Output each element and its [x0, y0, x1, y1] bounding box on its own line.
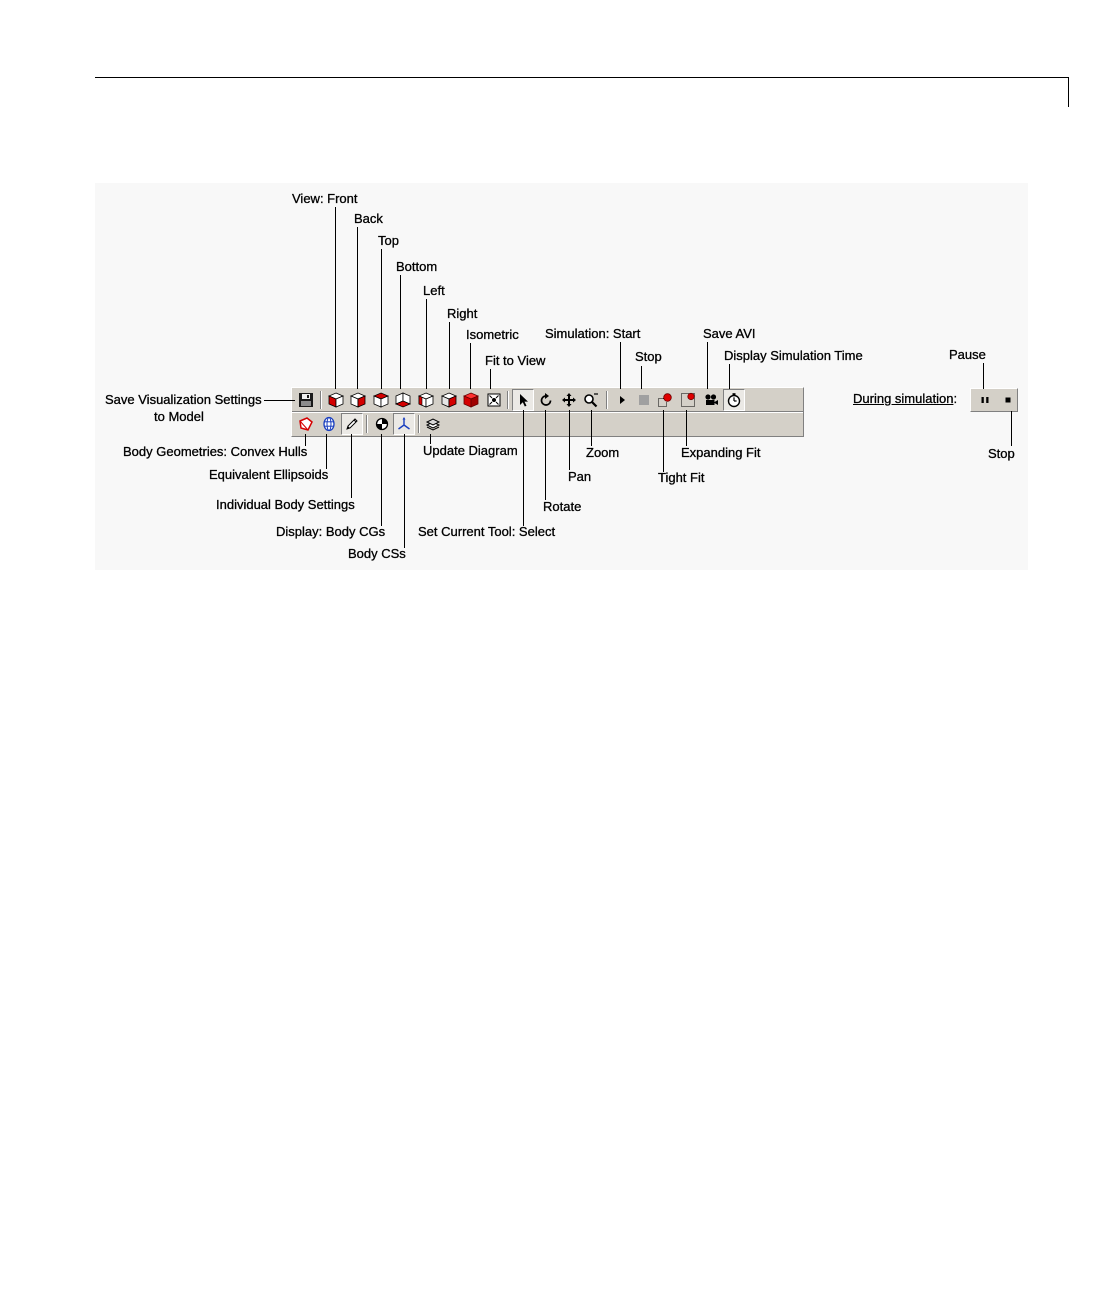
label-display-simulation-time: Display Simulation Time	[724, 348, 863, 363]
view-right-button[interactable]	[438, 389, 460, 411]
simulation-stop-button[interactable]	[633, 389, 655, 411]
pause-icon	[977, 392, 993, 408]
equivalent-ellipsoids-button[interactable]	[318, 413, 340, 435]
stopwatch-icon	[726, 392, 742, 408]
stacked-sheets-icon	[425, 416, 441, 432]
save-visualization-settings-button[interactable]	[295, 389, 317, 411]
label-individual-body-settings: Individual Body Settings	[216, 497, 355, 512]
toolbar-separator	[418, 415, 420, 433]
label-equivalent-ellipsoids: Equivalent Ellipsoids	[209, 467, 329, 482]
tool-zoom-button[interactable]	[580, 389, 602, 411]
cube-front-icon	[328, 392, 344, 408]
stop-icon	[636, 392, 652, 408]
floppy-disk-icon	[298, 392, 314, 408]
label-during-simulation	[853, 391, 957, 406]
body-css-button[interactable]	[393, 413, 415, 435]
simulation-start-button[interactable]	[611, 389, 633, 411]
cube-isometric-icon	[463, 392, 479, 408]
toolbar-separator	[606, 391, 608, 409]
header-rule-tick	[1068, 77, 1069, 107]
coordinate-axes-icon	[396, 416, 412, 432]
label-save-avi: Save AVI	[703, 326, 756, 341]
label-fit-to-view: Fit to View	[485, 353, 546, 368]
label-zoom: Zoom	[586, 445, 620, 460]
label-during-simulation-text: During simulation	[853, 391, 954, 406]
cube-right-icon	[441, 392, 457, 408]
play-icon	[614, 392, 630, 408]
body-cgs-button[interactable]	[371, 413, 393, 435]
expanding-fit-button[interactable]	[677, 389, 699, 411]
label-update-diagram: Update Diagram	[423, 443, 518, 458]
view-isometric-button[interactable]	[460, 389, 482, 411]
label-body-css: Body CSs	[348, 546, 406, 561]
pause-button[interactable]	[974, 389, 996, 411]
visualization-toolbar	[291, 387, 804, 437]
tool-rotate-button[interactable]	[535, 389, 557, 411]
stop-icon	[1000, 392, 1016, 408]
film-camera-icon	[703, 392, 719, 408]
label-body-cgs: Display: Body CGs	[276, 524, 386, 539]
pan-arrows-icon	[561, 392, 577, 408]
cube-left-icon	[418, 392, 434, 408]
cube-back-icon	[350, 392, 366, 408]
expanding-fit-icon	[680, 392, 696, 408]
individual-body-settings-button[interactable]	[341, 413, 363, 435]
toolbar-separator	[320, 391, 322, 409]
label-convex-hulls: Body Geometries: Convex Hulls	[123, 444, 308, 459]
label-tight-fit: Tight Fit	[658, 470, 705, 485]
view-top-button[interactable]	[370, 389, 392, 411]
label-during-simulation-colon: :	[953, 391, 958, 406]
label-left: Left	[423, 283, 445, 298]
convex-hulls-button[interactable]	[295, 413, 317, 435]
tool-select-button[interactable]	[512, 389, 534, 411]
cube-bottom-icon	[395, 392, 411, 408]
toolbar-row-divider	[292, 411, 803, 413]
label-rotate: Rotate	[543, 499, 582, 514]
arrow-cursor-icon	[515, 392, 531, 408]
view-left-button[interactable]	[415, 389, 437, 411]
during-stop-button[interactable]	[997, 389, 1019, 411]
label-select: Set Current Tool: Select	[418, 524, 556, 539]
label-pan: Pan	[568, 469, 592, 484]
label-during-stop: Stop	[988, 446, 1015, 461]
tight-fit-button[interactable]	[654, 389, 676, 411]
label-bottom: Bottom	[396, 259, 438, 274]
tool-pan-button[interactable]	[558, 389, 580, 411]
view-front-button[interactable]	[325, 389, 347, 411]
cube-top-icon	[373, 392, 389, 408]
tight-fit-icon	[657, 392, 673, 408]
label-save-settings-line2: to Model	[154, 409, 204, 424]
magnifier-icon	[583, 392, 599, 408]
toolbar-separator	[366, 415, 368, 433]
display-simulation-time-button[interactable]	[723, 389, 745, 411]
label-right: Right	[447, 306, 478, 321]
header-rule	[95, 77, 1069, 78]
update-diagram-button[interactable]	[422, 413, 444, 435]
pencil-icon	[344, 416, 360, 432]
label-isometric: Isometric	[466, 327, 519, 342]
fit-to-view-button[interactable]	[483, 389, 505, 411]
view-back-button[interactable]	[347, 389, 369, 411]
label-back: Back	[354, 211, 383, 226]
label-simulation-start: Simulation: Start	[545, 326, 641, 341]
label-save-settings-line1: Save Visualization Settings	[105, 392, 262, 407]
view-bottom-button[interactable]	[392, 389, 414, 411]
center-of-gravity-icon	[374, 416, 390, 432]
during-simulation-toolbar	[970, 388, 1018, 412]
toolbar-separator	[507, 391, 509, 409]
label-simulation-stop: Stop	[635, 349, 662, 364]
label-view-front: View: Front	[292, 191, 358, 206]
ellipsoid-globe-icon	[321, 416, 337, 432]
rotate-icon	[538, 392, 554, 408]
convex-hull-icon	[298, 416, 314, 432]
fit-to-view-icon	[486, 392, 502, 408]
label-expanding-fit: Expanding Fit	[681, 445, 761, 460]
label-top: Top	[378, 233, 399, 248]
label-pause: Pause	[949, 347, 986, 362]
save-avi-button[interactable]	[700, 389, 722, 411]
